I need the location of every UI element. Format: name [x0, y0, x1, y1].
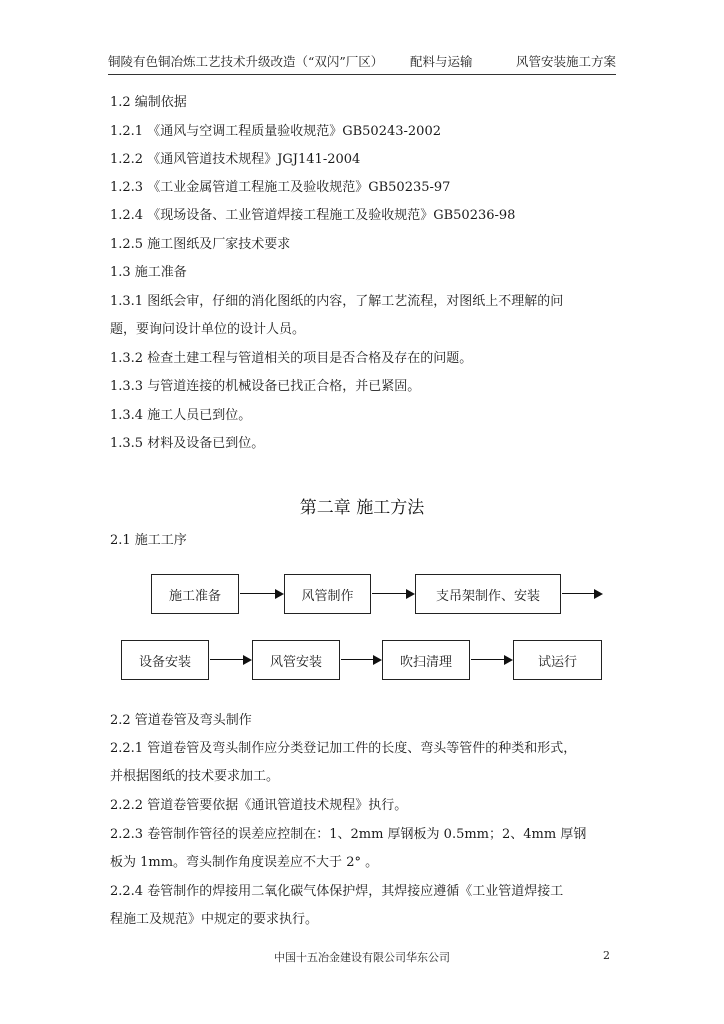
- flow-arrow-4: [210, 655, 252, 665]
- text-1-3-3: 1.3.3 与管道连接的机械设备已找正合格，并已紧固。: [110, 379, 421, 394]
- heading-1-3: 1.3 施工准备: [110, 265, 187, 280]
- text-1-3-2: 1.3.2 检查土建工程与管道相关的项目是否合格及存在的问题。: [110, 351, 473, 366]
- text-1-3-5: 1.3.5 材料及设备已到位。: [110, 436, 265, 451]
- flow-box-duct-fabrication: 风管制作: [284, 574, 371, 614]
- header-project-title: 铜陵有色铜冶炼工艺技术升级改造（“双闪”厂区）: [108, 54, 384, 69]
- text-1-3-4: 1.3.4 施工人员已到位。: [110, 408, 252, 423]
- chapter-title: 第二章 施工方法: [299, 498, 425, 518]
- flow-box-construction-prep: 施工准备: [151, 574, 239, 614]
- heading-1-2: 1.2 编制依据: [110, 95, 187, 110]
- flow-box-purge-cleaning: 吹扫清理: [382, 640, 470, 680]
- flow-arrow-1: [240, 589, 284, 599]
- text-2-2-1: 2.2.1 管道卷管及弯头制作应分类登记加工件的长度、弯头等管件的种类和形式，: [110, 741, 577, 756]
- flow-arrow-3: [562, 589, 603, 599]
- text-1-2-1: 1.2.1 《通风与空调工程质量验收规范》GB50243-2002: [110, 124, 441, 139]
- header-section: 配料与运输: [410, 54, 473, 69]
- text-1-2-5: 1.2.5 施工图纸及厂家技术要求: [110, 237, 291, 252]
- text-1-3-1-cont: 题，要询问设计单位的设计人员。: [110, 322, 306, 337]
- text-1-2-4: 1.2.4 《现场设备、工业管道焊接工程施工及验收规范》GB50236-98: [110, 208, 516, 223]
- page-header: [108, 50, 616, 75]
- text-2-2-3: 2.2.3 卷管制作管径的误差应控制在：1、2mm 厚钢板为 0.5mm；2、4mm 厚钢: [110, 827, 587, 842]
- text-2-2-3-cont: 板为 1mm。弯头制作角度误差应不大于 2° 。: [110, 855, 379, 870]
- text-2-2-1-cont: 并根据图纸的技术要求加工。: [110, 769, 280, 784]
- header-document-title: 风管安装施工方案: [515, 54, 616, 69]
- flow-box-equipment-install: 设备安装: [121, 640, 209, 680]
- footer-company: 中国十五冶金建设有限公司华东公司: [274, 951, 450, 964]
- page-number: 2: [603, 949, 610, 962]
- text-1-2-3: 1.2.3 《工业金属管道工程施工及验收规范》GB50235-97: [110, 180, 451, 195]
- text-2-2-4: 2.2.4 卷管制作的焊接用二氧化碳气体保护焊，其焊接应遵循《工业管道焊接工: [110, 884, 564, 899]
- text-1-2-2: 1.2.2 《通风管道技术规程》JGJ141-2004: [110, 152, 361, 167]
- flow-box-trial-run: 试运行: [513, 640, 602, 680]
- flow-arrow-6: [471, 655, 513, 665]
- text-2-2-4-cont: 程施工及规范》中规定的要求执行。: [110, 912, 319, 927]
- flow-arrow-2: [372, 589, 415, 599]
- text-1-3-1: 1.3.1 图纸会审，仔细的消化图纸的内容，了解工艺流程，对图纸上不理解的问: [110, 294, 564, 309]
- flow-arrow-5: [341, 655, 382, 665]
- flow-box-duct-install: 风管安装: [252, 640, 340, 680]
- flow-box-support-fabrication: 支吊架制作、安装: [415, 574, 561, 614]
- heading-2-1: 2.1 施工工序: [110, 533, 187, 548]
- text-2-2-2: 2.2.2 管道卷管要依据《通讯管道技术规程》执行。: [110, 798, 408, 813]
- heading-2-2: 2.2 管道卷管及弯头制作: [110, 713, 252, 728]
